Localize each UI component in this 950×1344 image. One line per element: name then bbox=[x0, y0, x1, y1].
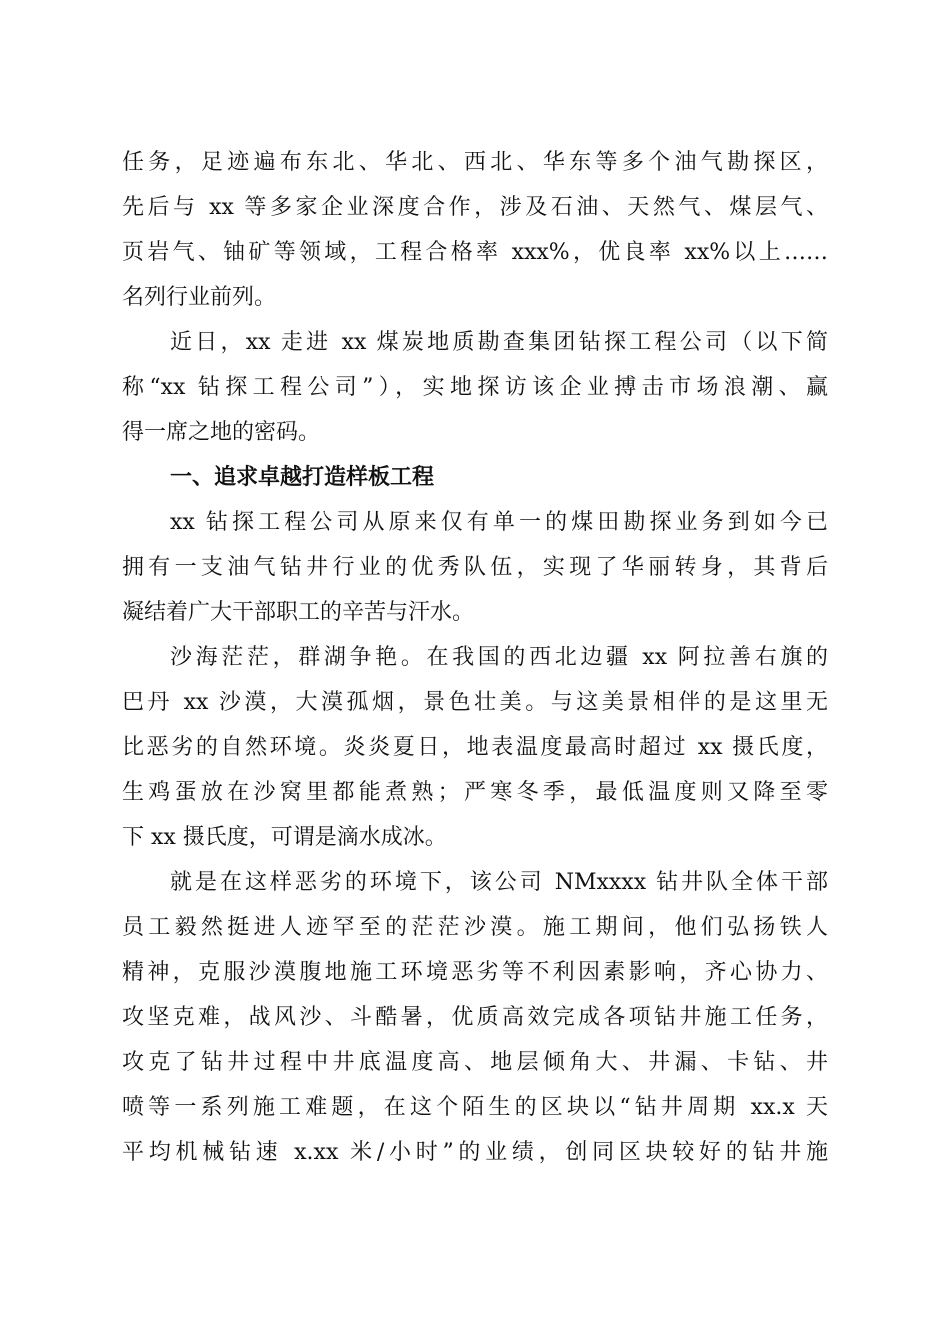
document-body bbox=[122, 140, 828, 1175]
text-line: 平均机械钻速 x.xx 米/小时”的业绩，创同区块较好的钻井施 bbox=[122, 1140, 828, 1165]
paragraph-2 bbox=[122, 320, 828, 455]
text-line: 名列行业前列。 bbox=[122, 285, 277, 310]
text-line: 任务，足迹遍布东北、华北、西北、华东等多个油气勘探区， bbox=[122, 150, 828, 175]
text-line: 凝结着广大干部职工的辛苦与汗水。 bbox=[122, 600, 475, 625]
text-line: 攻克了钻井过程中井底温度高、地层倾角大、井漏、卡钻、井 bbox=[122, 1050, 828, 1075]
text-line: 员工毅然挺进人迹罕至的茫茫沙漠。施工期间，他们弘扬铁人 bbox=[122, 915, 828, 940]
paragraph-4 bbox=[122, 635, 828, 860]
text-line: 称“xx 钻探工程公司”），实地探访该企业搏击市场浪潮、赢 bbox=[122, 375, 828, 400]
text-line: 页岩气、铀矿等领域，工程合格率 xxx%，优良率 xx%以上…… bbox=[122, 240, 828, 265]
text-line: xx 钻探工程公司从原来仅有单一的煤田勘探业务到如今已 bbox=[170, 510, 828, 535]
text-line: 生鸡蛋放在沙窝里都能煮熟；严寒冬季，最低温度则又降至零 bbox=[122, 780, 828, 805]
text-line: 沙海茫茫，群湖争艳。在我国的西北边疆 xx 阿拉善右旗的 bbox=[170, 645, 828, 670]
text-line: 拥有一支油气钻井行业的优秀队伍，实现了华丽转身，其背后 bbox=[122, 555, 828, 580]
text-line: 比恶劣的自然环境。炎炎夏日，地表温度最高时超过 xx 摄氏度， bbox=[122, 735, 828, 760]
text-line: 就是在这样恶劣的环境下，该公司 NMxxxx 钻井队全体干部 bbox=[170, 870, 828, 895]
text-line: 攻坚克难，战风沙、斗酷暑，优质高效完成各项钻井施工任务， bbox=[122, 1005, 828, 1030]
text-line: 下 xx 摄氏度，可谓是滴水成冰。 bbox=[122, 825, 447, 850]
text-line: 得一席之地的密码。 bbox=[122, 420, 321, 445]
text-line: 巴丹 xx 沙漠，大漠孤烟，景色壮美。与这美景相伴的是这里无 bbox=[122, 690, 828, 715]
paragraph-1 bbox=[122, 140, 828, 320]
text-line: 喷等一系列施工难题，在这个陌生的区块以“钻井周期 xx.x 天 bbox=[122, 1095, 828, 1120]
section-heading: 一、追求卓越打造样板工程 bbox=[170, 465, 435, 490]
paragraph-3 bbox=[122, 500, 828, 635]
paragraph-5 bbox=[122, 860, 828, 1175]
text-line: 近日，xx 走进 xx 煤炭地质勘查集团钻探工程公司（以下简 bbox=[170, 330, 828, 355]
text-line: 精神，克服沙漠腹地施工环境恶劣等不利因素影响，齐心协力、 bbox=[122, 960, 828, 985]
text-line: 先后与 xx 等多家企业深度合作，涉及石油、天然气、煤层气、 bbox=[122, 195, 828, 220]
